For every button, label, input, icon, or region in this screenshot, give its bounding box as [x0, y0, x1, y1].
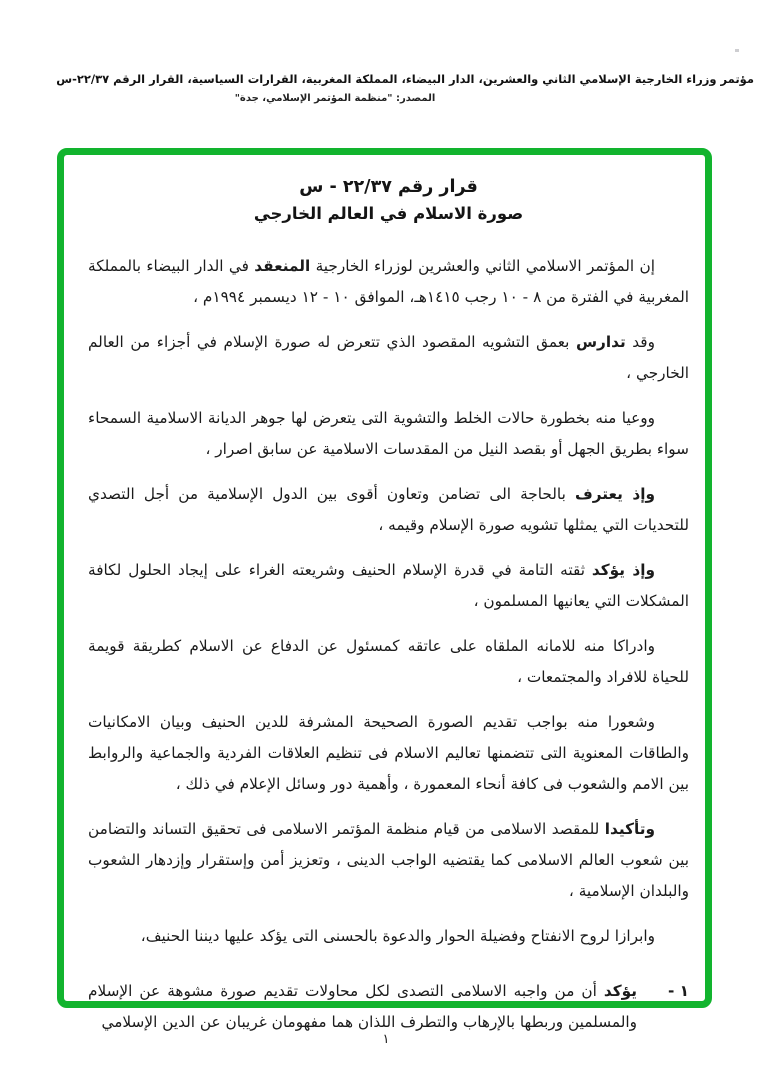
- paragraph-lead-text: يؤكد: [603, 982, 637, 1000]
- paragraph-text: وادراكا منه للامانه الملقاه على عاتقه كمسئول عن الدفاع عن الاسلام كطريقة قويمة للحياة للافراد والمجتمعات ،: [88, 637, 689, 686]
- preamble-paragraph: [88, 403, 689, 465]
- paragraph-text: وشعورا منه بواجب تقديم الصورة الصحيحة المشرفة للدين الحنيف وبيان الامكانيات والطاقات المعنوية التى تتضمنها تعاليم الاسلام فى تنظيم العلاقات الفردية والجماعية والروابط بين الامم والشعوب فى كافة أنحاء المعمورة ، وأهمية دور وسائل الإعلام في ذلك ،: [88, 713, 689, 793]
- page-number: ١: [382, 1032, 390, 1047]
- paragraph-text: ووعيا منه بخطورة حالات الخلط والتشوية التى يتعرض لها جوهر الديانة الاسلامية السمحاء سواء بطريق الجهل أو بقصد النيل من المقدسات الاسلامية عن سابق اصرار ،: [88, 409, 689, 458]
- preamble-paragraphs: [88, 251, 689, 952]
- scan-artifact: [735, 49, 739, 52]
- preamble-paragraph: [88, 251, 689, 313]
- preamble-paragraph: [88, 814, 689, 907]
- paragraph-lead-text: وتأكيدا: [604, 820, 655, 838]
- paragraph-text: ثقته التامة في قدرة الإسلام الحنيف وشريعته الغراء على إيجاد الحلول لكافة المشكلات التي يعانيها المسلمون ،: [88, 561, 689, 610]
- operative-items: [88, 976, 689, 1038]
- document-header: [18, 72, 754, 104]
- resolution-number-title: قرار رقم ٢٢/٣٧ - س: [299, 177, 478, 197]
- header-source-value: "منظمة المؤتمر الإسلامي، جدة": [234, 93, 393, 104]
- paragraph-text: بعمق التشويه المقصود الذي تتعرض له صورة الإسلام في أجزاء من العالم الخارجي ،: [88, 333, 689, 382]
- paragraph-text: بالحاجة الى تضامن وتعاون أقوى بين الدول الإسلامية من أجل التصدي للتحديات التي يمثلها تشويه صورة الإسلام وقيمه ،: [88, 485, 689, 534]
- preamble-paragraph: [88, 327, 689, 389]
- operative-item-text: [88, 976, 637, 1038]
- resolution-subject-title: صورة الاسلام في العالم الخارجي: [253, 204, 524, 223]
- header-source: [0, 93, 703, 104]
- operative-item-number: ١ -: [667, 982, 689, 1000]
- preamble-paragraph: [88, 707, 689, 800]
- paragraph-text: وقد: [625, 333, 655, 351]
- paragraph-lead-text: وإذ يؤكد: [591, 561, 655, 579]
- header-source-label: المصدر:: [395, 93, 436, 104]
- paragraph-text: وابرازا لروح الانفتاح وفضيلة الحوار والدعوة بالحسنى التى يؤكد عليها ديننا الحنيف،: [140, 927, 655, 945]
- paragraph-text: للمقصد الاسلامى من قيام منظمة المؤتمر الاسلامى فى تحقيق التساند والتضامن بين شعوب العالم الاسلامى كما يقتضيه الواجب الدينى ، وتعزيز أمن وإستقرار وإزدهار الشعوب والبلدان الإسلامية ،: [88, 820, 689, 900]
- preamble-paragraph: [88, 631, 689, 693]
- paragraph-text: أن من واجبه الاسلامى التصدى لكل محاولات تقديم صورة مشوهة عن الإسلام والمسلمين وربطها بالإرهاب والتطرف اللذان هما مفهومان غريبان عن الدين الإسلامي: [88, 982, 637, 1031]
- paragraph-lead-text: تدارس: [575, 333, 626, 351]
- paragraph-text: إن المؤتمر الاسلامي الثاني والعشرين لوزراء الخارجية: [310, 257, 655, 275]
- paragraph-lead-text: وإذ يعترف: [574, 485, 655, 503]
- header-citation: مؤتمر وزراء الخارجية الإسلامي الثاني والعشرين، الدار البيضاء، المملكة المغربية، القرارات السياسية، القرار الرقم ٢٢/٣٧-س: [56, 72, 754, 86]
- paragraph-text: في الدار البيضاء بالمملكة المغربية في الفترة من ٨ - ١٠ رجب ١٤١٥هـ، الموافق ١٠ - ١٢ ديسمبر ١٩٩٤م ،: [88, 257, 689, 306]
- paragraph-lead-text: المنعقد: [254, 257, 311, 275]
- operative-item: [88, 976, 689, 1038]
- resolution-frame: [57, 148, 712, 1031]
- preamble-paragraph: [88, 921, 689, 952]
- preamble-paragraph: [88, 479, 689, 541]
- preamble-paragraph: [88, 555, 689, 617]
